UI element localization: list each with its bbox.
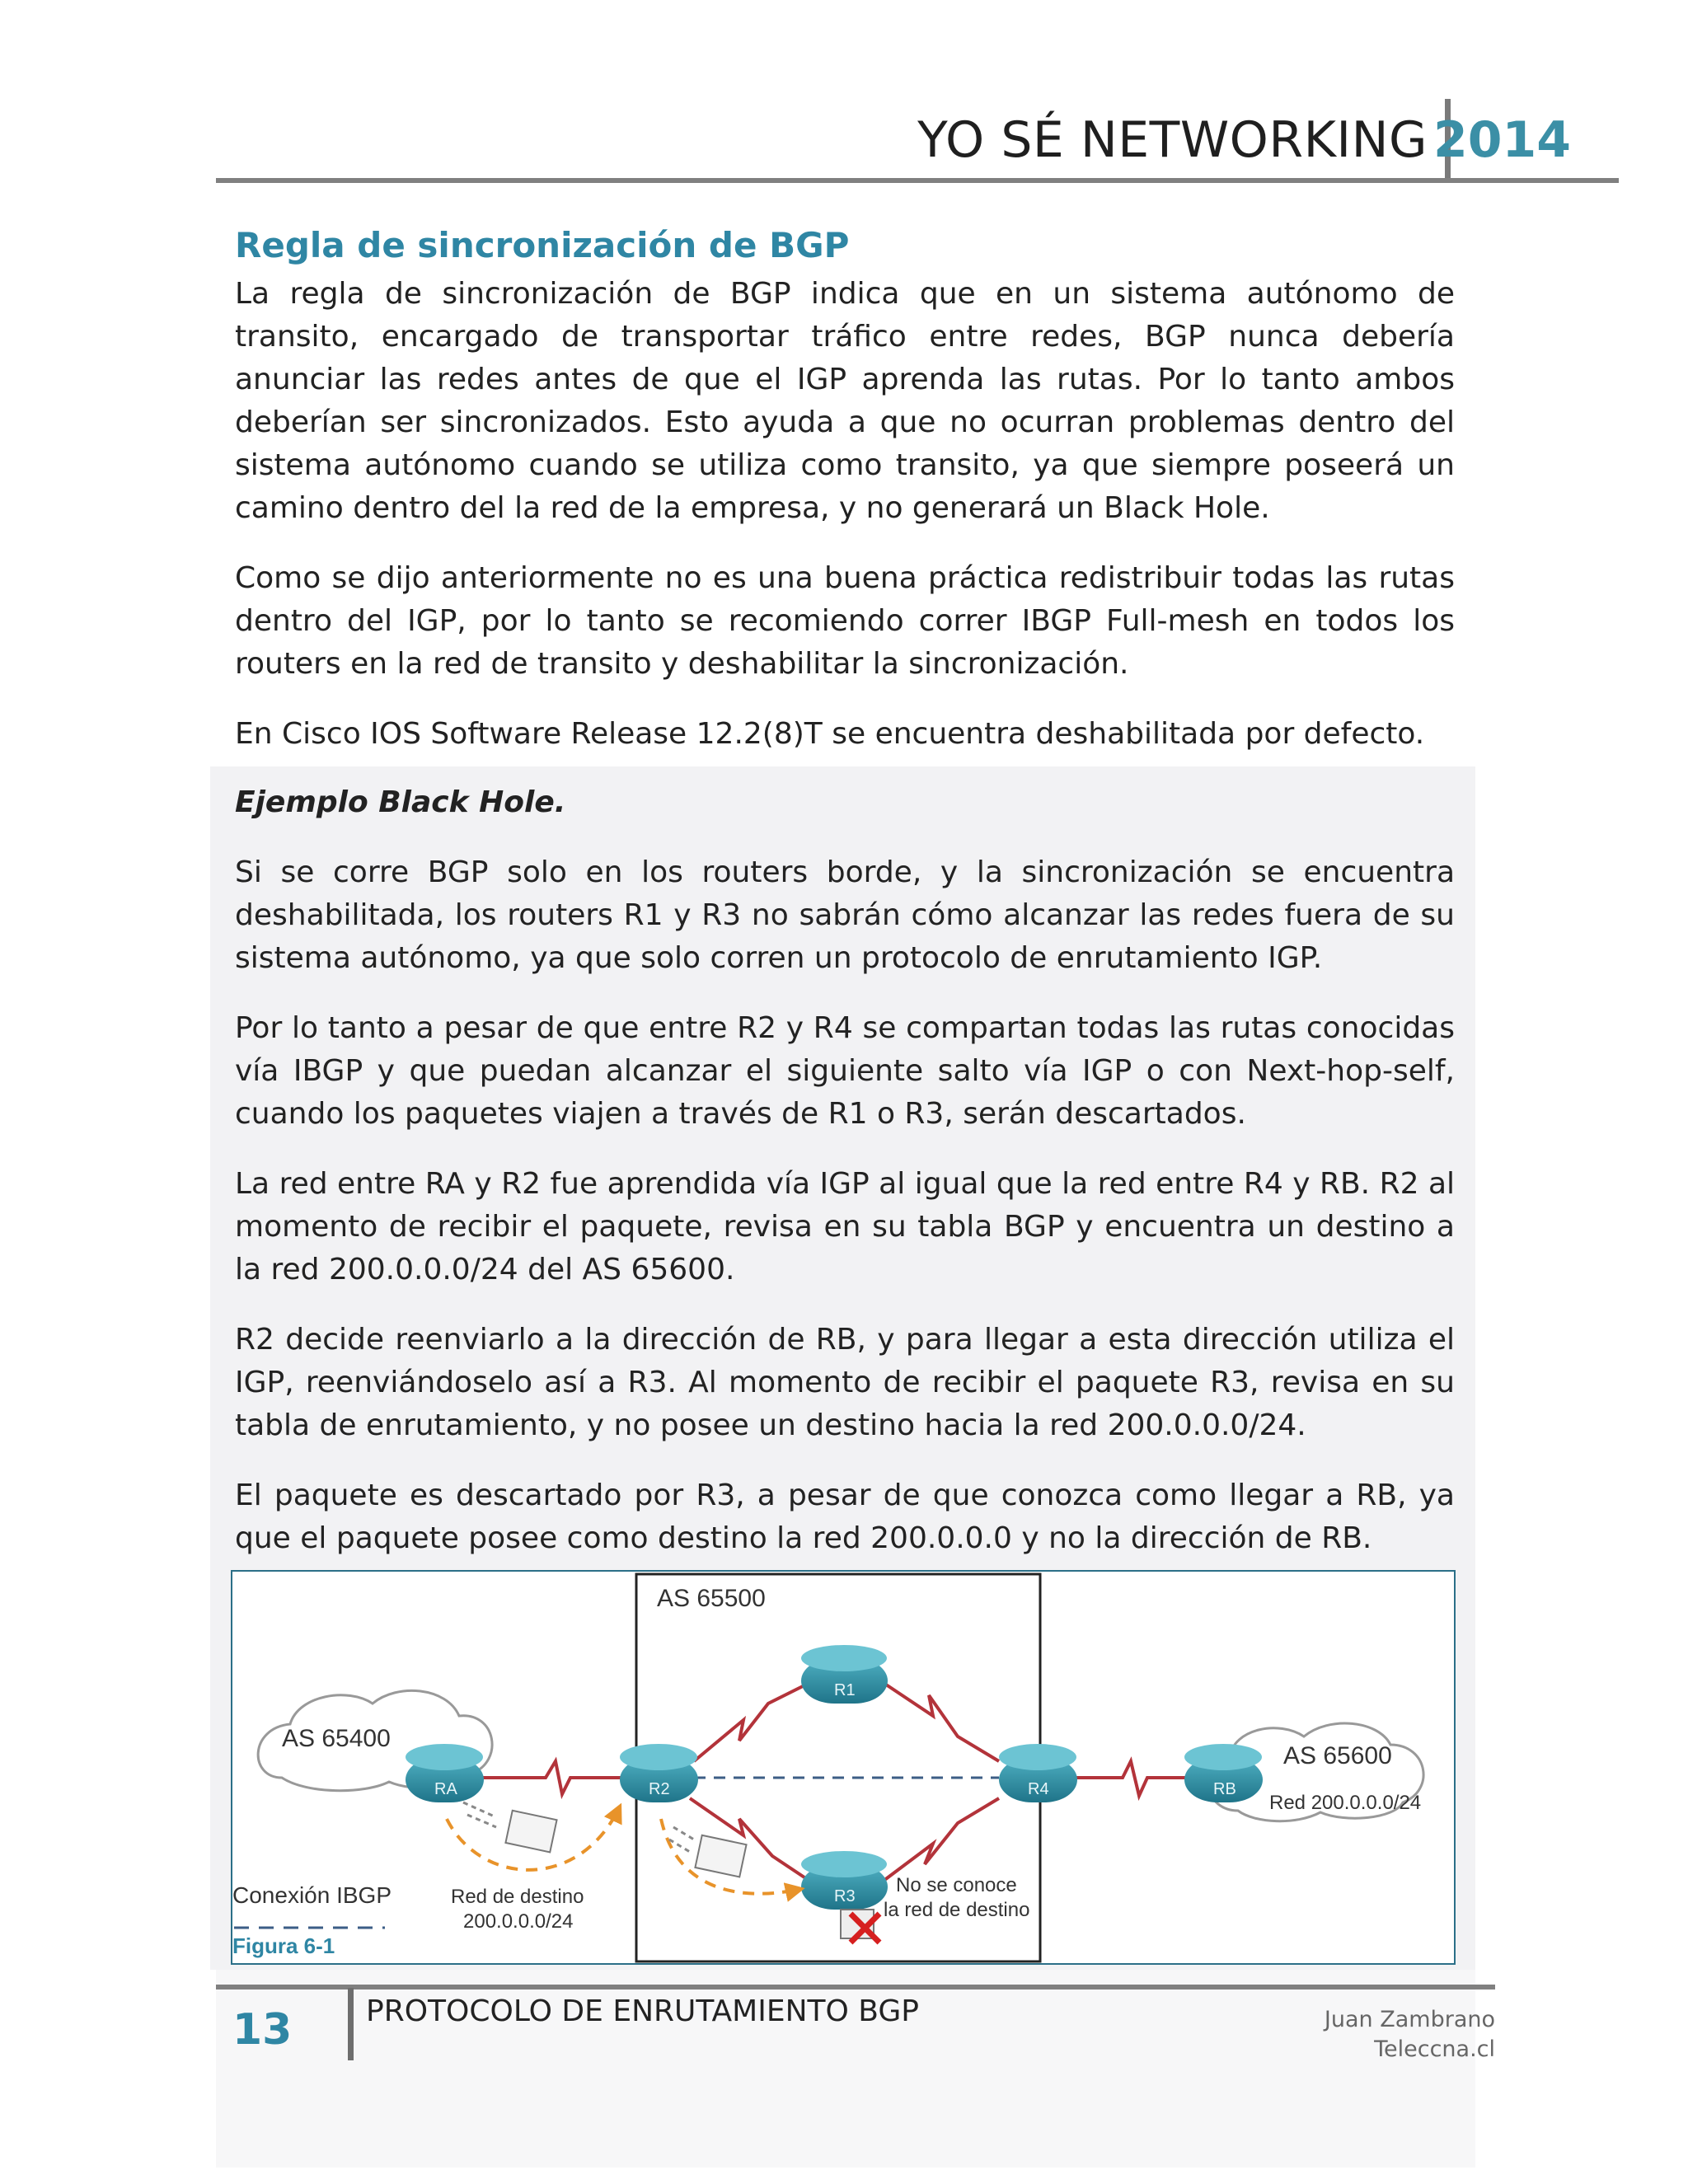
footer-separator [348,1988,354,2060]
dest-label-1: Red de destino [451,1886,584,1908]
header-rule [216,178,1619,183]
section-body [235,218,1455,783]
router-r1-label: R1 [834,1681,856,1699]
dropped-packet-icon [841,1910,879,1943]
as-right-label: AS 65600 [1283,1742,1392,1769]
link-r4-rb [1073,1761,1201,1796]
footer-author-block [1325,2005,1495,2064]
router-r4 [999,1744,1077,1802]
example-body [235,781,1455,1587]
paragraph: Por lo tanto a pesar de que entre R2 y R4 se compartan todas las rutas conocidas vía IBGP y que puedan alcanzar el siguiente salto vía IGP o con Next-hop-self, cuando los paquetes viajen a través de R1 o R3, serán descartados. [235,1011,1455,1131]
link-r3-r4 [884,1798,999,1881]
r3-note-1: No se conoce [896,1874,1017,1896]
page-footer [216,1985,1495,2075]
r3-note-2: la red de destino [884,1899,1030,1921]
paragraph: El paquete es descartado por R3, a pesar de que conozca como llegar a RB, ya que el paquete posee como destino la red 200.0.0.0 y no la dirección de RB. [235,1479,1455,1555]
router-ra-label: RA [434,1780,457,1798]
packet-icon [463,1802,557,1852]
footer-title: PROTOCOLO DE ENRUTAMIENTO BGP [366,1994,919,2028]
router-r2-label: R2 [649,1780,670,1798]
paragraph: Si se corre BGP solo en los routers borde, y la sincronización se encuentra deshabilitada, los routers R1 y R3 no sabrán cómo alcanzar las redes fuera de su sistema autónomo, ya que solo corren un protocolo de enrutamiento IGP. [235,855,1455,975]
router-r2 [620,1744,698,1802]
page-number: 13 [232,2005,293,2055]
legend-ibgp-label: Conexión IBGP [232,1882,392,1908]
paragraph: La red entre RA y R2 fue aprendida vía IGP al igual que la red entre R4 y RB. R2 al momento de recibir el paquete, revisa en su tabla BGP y encuentra un destino a la red 200.0.0.0/24 del AS 65600. [235,1167,1455,1286]
paragraph: Como se dijo anteriormente no es una buena práctica redistribuir todas las rutas dentro del IGP, por lo tanto se recomiendo correr IBGP Full-mesh en todos los routers en la red de transito y deshabilitar la sincronización. [235,561,1455,681]
network-diagram [232,1572,1454,1963]
page-header [216,99,1619,190]
router-rb [1184,1744,1263,1802]
as-left-label: AS 65400 [282,1725,391,1752]
footer-rule [216,1985,1495,1990]
paragraph: En Cisco IOS Software Release 12.2(8)T se encuentra deshabilitada por defecto. [235,717,1425,751]
header-title: YO SÉ NETWORKING [917,111,1428,169]
router-r1 [801,1645,888,1704]
example-title: Ejemplo Black Hole. [235,785,566,819]
router-ra [406,1744,484,1802]
router-r3 [801,1851,888,1910]
router-rb-label: RB [1213,1780,1236,1798]
link-r1-r4 [884,1683,999,1761]
figure-caption: Figura 6-1 [232,1933,335,1958]
red-right-label: Red 200.0.0.0/24 [1269,1792,1422,1814]
footer-author: Juan Zambrano [1324,2007,1495,2032]
section-heading: Regla de sincronización de BGP [235,225,850,265]
network-figure [231,1570,1456,1965]
router-r3-label: R3 [834,1887,856,1905]
paragraph: La regla de sincronización de BGP indica que en un sistema autónomo de transito, encargado de transportar tráfico entre redes, BGP nunca debería anunciar las redes antes de que el IGP aprenda las rutas. Por lo tanto ambos deberían ser sincronizados. Esto ayuda a que no ocurran problemas dentro del sistema autónomo cuando se utiliza como transito, ya que siempre poseerá un camino dentro del la red de la empresa, y no generará un Black Hole. [235,277,1455,525]
paragraph: R2 decide reenviarlo a la dirección de RB, y para llegar a esta dirección utiliza el IGP, reenviándoselo así a R3. Al momento de recibir el paquete R3, revisa en su tabla de enrutamiento, y no posee un destino hacia la red 200.0.0.0/24. [235,1323,1455,1442]
as-center-label: AS 65500 [657,1585,766,1612]
footer-site: Teleccna.cl [1374,2036,1495,2062]
header-year: 2014 [1433,111,1571,169]
packet-icon [669,1827,747,1877]
link-r2-r1 [694,1683,809,1761]
dest-label-2: 200.0.0.0/24 [463,1910,574,1933]
router-r4-label: R4 [1028,1780,1049,1798]
